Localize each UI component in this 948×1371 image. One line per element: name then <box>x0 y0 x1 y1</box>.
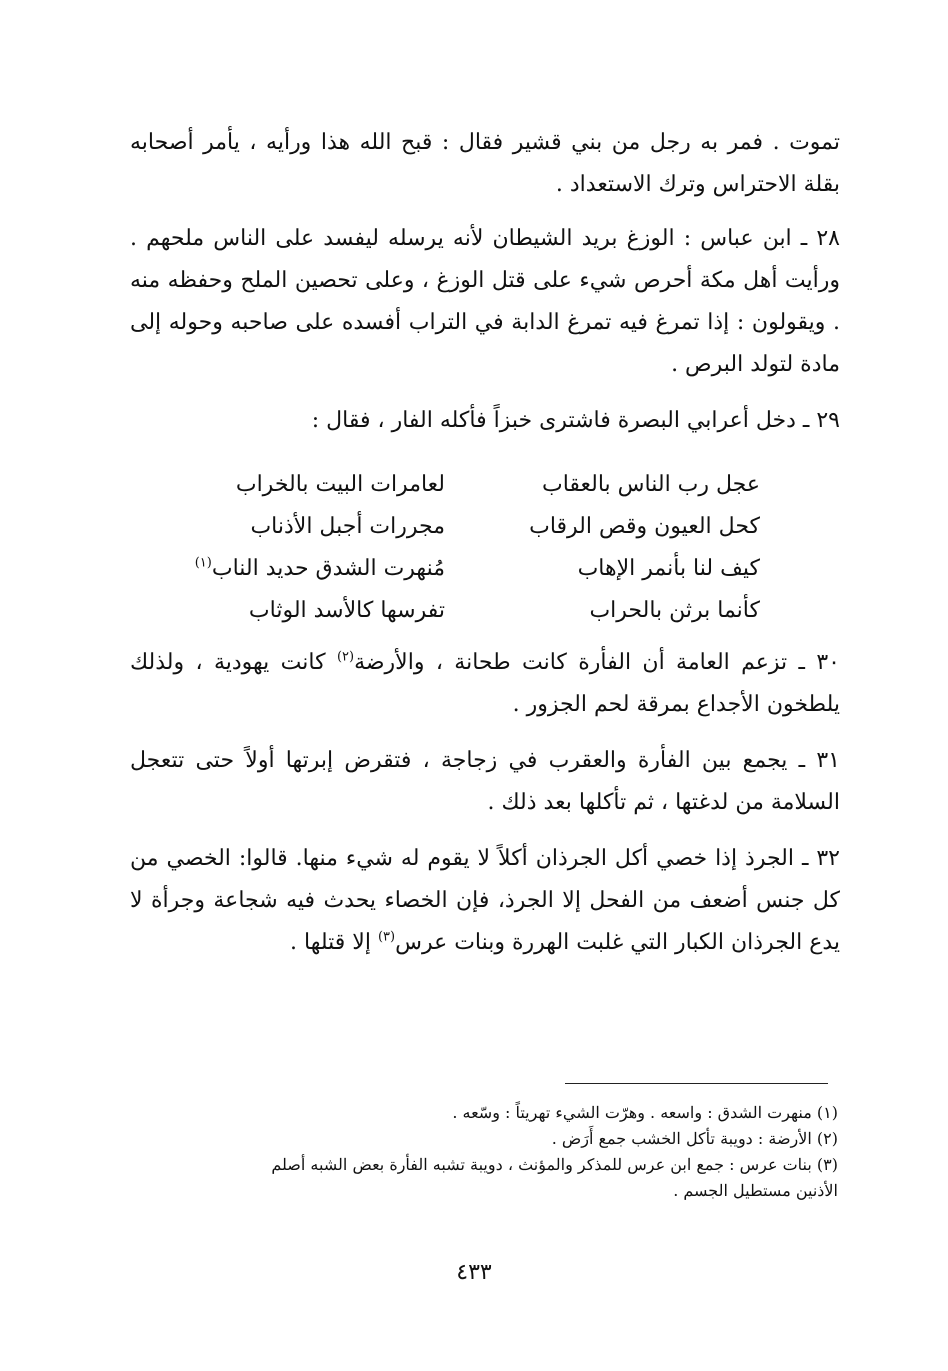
page-body <box>130 122 840 978</box>
verse-second-hemistich <box>130 548 445 590</box>
verse-second-hemistich: مجررات أجبل الأذناب <box>250 514 445 539</box>
poem-verse <box>130 506 760 548</box>
page-number: ٤٣٣ <box>456 1260 492 1285</box>
verse-second-hemistich: تفرسها كالأسد الوثاب <box>248 598 445 623</box>
verse-first-hemistich: كأنما برثن بالحراب <box>589 598 760 623</box>
paragraph-30-text-start: ٣٠ ـ تزعم العامة أن الفأرة كانت طحانة ، والأرضة <box>354 650 840 675</box>
footnote-marker: (٢) <box>336 649 355 665</box>
poem-verse <box>130 548 760 590</box>
paragraph-32-text-end: إلا قتلها . <box>290 930 378 955</box>
paragraph-31: ٣١ ـ يجمع بين الفأرة والعقرب في زجاجة ، فتقرض إبرتها أولاً حتى تتعجل السلامة من لدغتها ، ثم تأكلها بعد ذلك . <box>130 748 840 815</box>
paragraph-32-text-start: ٣٢ ـ الجرذ إذا خصي أكل الجرذان أكلاً لا يقوم له شيء منها. قالوا: الخصي من كل جنس أضعف من الفحل إلا الجرذ، فإن الخصاء يحدث فيه شجاعة وجرأة لا يدع الجرذان الكبار التي غلبت الهررة وبنات عرس <box>130 846 840 955</box>
poem-verse <box>130 590 760 632</box>
footnotes <box>130 1100 838 1204</box>
paragraph-32 <box>130 838 840 964</box>
verse-first-hemistich: كحل العيون وقص الرقاب <box>529 514 760 539</box>
verse-second-hemistich: لعامرات البيت بالخراب <box>235 472 445 497</box>
paragraph-27-end: تموت . فمر به رجل من بني قشير فقال : قبح الله هذا ورأيه ، يأمر أصحابه بقلة الاحتراس وترك الاستعداد . <box>130 130 840 197</box>
paragraph-30-text-end: كانت يهودية ، ولذلك يلطخون الأجداع بمرقة لحم الجزور . <box>130 650 840 717</box>
footnote-3: (٣) بنات عرس : جمع ابن عرس للمذكر والمؤنث ، دويبة تشبه الفأرة بعض الشبه أصلم <box>271 1155 838 1174</box>
footnote-1: (١) منهرت الشدق : واسعه . وهرّت الشيء تهريتاً : وسّعه . <box>452 1103 838 1122</box>
verse-first-hemistich: كيف لنا بأنمر الإهاب <box>577 556 760 581</box>
verse-text: مُنهرت الشدق حديد الناب <box>211 556 445 581</box>
paragraph-29: ٢٩ ـ دخل أعرابي البصرة فاشترى خبزاً فأكله الفار ، فقال : <box>311 408 840 433</box>
footnote-3-continuation: الأذنين مستطيل الجسم . <box>673 1181 838 1200</box>
poem-verse <box>130 464 760 506</box>
paragraph-28: ٢٨ ـ ابن عباس : الوزغ بريد الشيطان لأنه يرسله ليفسد على الناس ملحهم . ورأيت أهل مكة أحرص شيء على قتل الوزغ ، وعلى تحصين الملح وحفظه منه . ويقولون : إذا تمرغ فيه تمرغ الدابة في التراب أفسده على صاحبه وحوله إلى مادة لتولد البرص . <box>130 226 840 377</box>
footnote-marker: (١) <box>194 555 212 571</box>
paragraph-30 <box>130 642 840 726</box>
footnote-marker: (٣) <box>377 929 396 945</box>
footnote-2: (٢) الأرضة : دويبة تأكل الخشب جمع أَرَض . <box>551 1129 838 1148</box>
verse-first-hemistich: عجل رب الناس بالعقاب <box>541 472 760 497</box>
footnote-separator <box>565 1083 828 1084</box>
poem <box>130 464 840 632</box>
